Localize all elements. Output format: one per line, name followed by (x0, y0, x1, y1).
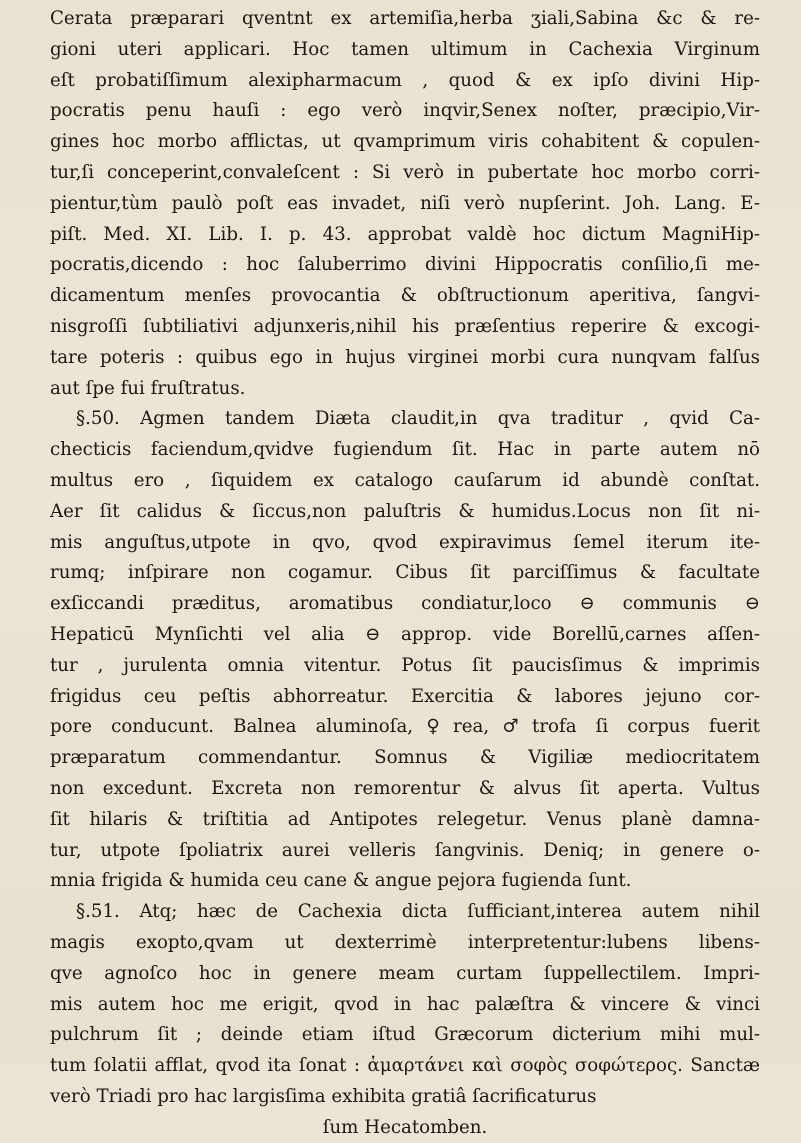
text-line: mnia frigida & humida ceu cane & angue pejora fugienda ſunt. (50, 870, 632, 892)
closing-line: ſum Hecatomben. (322, 1116, 488, 1138)
section-51-start: §.51. Atq; hæc de Cachexia dicta ſufficiant,interea autem nihil (76, 901, 760, 923)
text-line: tare poteris : quibus ego in hujus virginei morbi cura nunqvam falſus (50, 346, 760, 368)
text-line: verò Triadi pro hac largisſima exhibita gratiâ ſacrificaturus (50, 1085, 597, 1107)
text-line: mis anguſtus,utpote in qvo, qvod expiravimus ſemel iterum ite- (50, 531, 760, 553)
text-line: aut ſpe fui fruſtratus. (50, 377, 246, 399)
text-line: mis autem hoc me erigit, qvod in hac palæſtra & vincere & vinci (50, 993, 760, 1015)
latin-text-body (50, 4, 760, 1143)
text-line: dicamentum menſes provocantia & obſtructionum aperitiva, ſangvi- (50, 285, 760, 307)
text-line: tur,ſi conceperint,convaleſcent : Si verò in pubertate hoc morbo corri- (50, 161, 760, 183)
text-line: gioni uteri applicari. Hoc tamen ultimum in Cachexia Virginum (50, 38, 760, 60)
text-line: magis exopto,qvam ut dexterrimè interpretentur:lubens libens- (50, 931, 760, 953)
text-line: multus ero , ſiquidem ex catalogo cauſarum id abundè conſtat. (50, 469, 760, 491)
text-line: Cerata præparari qventnt ex artemiſia,herba ʒiali,Sabina &c & re- (50, 8, 760, 29)
text-line: pocratis penu hauſi : ego verò inqvir,Senex noſter, præcipio,Vir- (50, 100, 760, 122)
text-line: nisgroſſi ſubtiliativi adjunxeris,nihil his præſentius reperire & excogi- (50, 315, 760, 337)
text-line: checticis faciendum,qvidve fugiendum ſit. Hac in parte autem nō (50, 439, 760, 461)
text-line: pore conducunt. Balnea aluminoſa,♀rea,♂trofa ſi corpus fuerit (50, 716, 760, 738)
text-line: pulchrum ſit ; deinde etiam iſtud Græcorum dicterium mihi mul- (50, 1024, 760, 1046)
text-line: Aer ſit calidus & ſiccus,non paluſtris & humidus.Locus non ſit ni- (50, 500, 760, 522)
text-line: qve agnoſco hoc in genere meam curtam ſuppellectilem. Impri- (50, 962, 760, 984)
text-line: eſt probatiſſimum alexipharmacum , quod & ex ipſo divini Hip- (50, 69, 760, 91)
text-line: pientur,tùm paulò poſt eas invadet, niſi verò nupſerint. Joh. Lang. E- (50, 192, 760, 214)
text-line: non excedunt. Excreta non remorentur & alvus ſit aperta. Vultus (50, 777, 760, 799)
text-line: frigidus ceu peſtis abhorreatur. Exercitia & labores jejuno cor- (50, 685, 760, 707)
text-line: Hepaticū Mynſichti vel alia ⊖ approp. vide Borellū,carnes aſſen- (50, 623, 760, 645)
text-line: pocratis,dicendo : hoc ſaluberrimo divini Hippocratis conſilio,ſi me- (50, 254, 760, 276)
text-line: piſt. Med. XI. Lib. I. p. 43. approbat valdè hoc dictum MagniHip- (50, 223, 760, 245)
text-line: rumq; inſpirare non cogamur. Cibus ſit parciſſimus & facultate (50, 562, 760, 584)
text-line: ſit hilaris & triſtitia ad Antipotes relegetur. Venus planè damna- (50, 808, 760, 830)
section-50-start: §.50. Agmen tandem Diæta claudit,in qva traditur , qvid Ca- (76, 408, 760, 430)
text-line: præparatum commendantur. Somnus & Vigiliæ mediocritatem (50, 747, 760, 769)
text-line: exſiccandi præditus, aromatibus condiatur,loco ⊖ communis ⊖ (50, 593, 760, 615)
text-line: gines hoc morbo afflictas, ut qvamprimum viris cohabitent & copulen- (50, 131, 760, 153)
text-line: tum ſolatii afflat, qvod ita ſonat : ἁμαρτάνει καὶ σοφὸς σοφώτερος. Sanctæ (50, 1055, 760, 1077)
text-line: tur, utpote ſpoliatrix aurei velleris ſangvinis. Deniq; in genere o- (50, 839, 760, 861)
text-line: tur , jurulenta omnia vitentur. Potus ſit paucisſimus & imprimis (50, 654, 760, 676)
